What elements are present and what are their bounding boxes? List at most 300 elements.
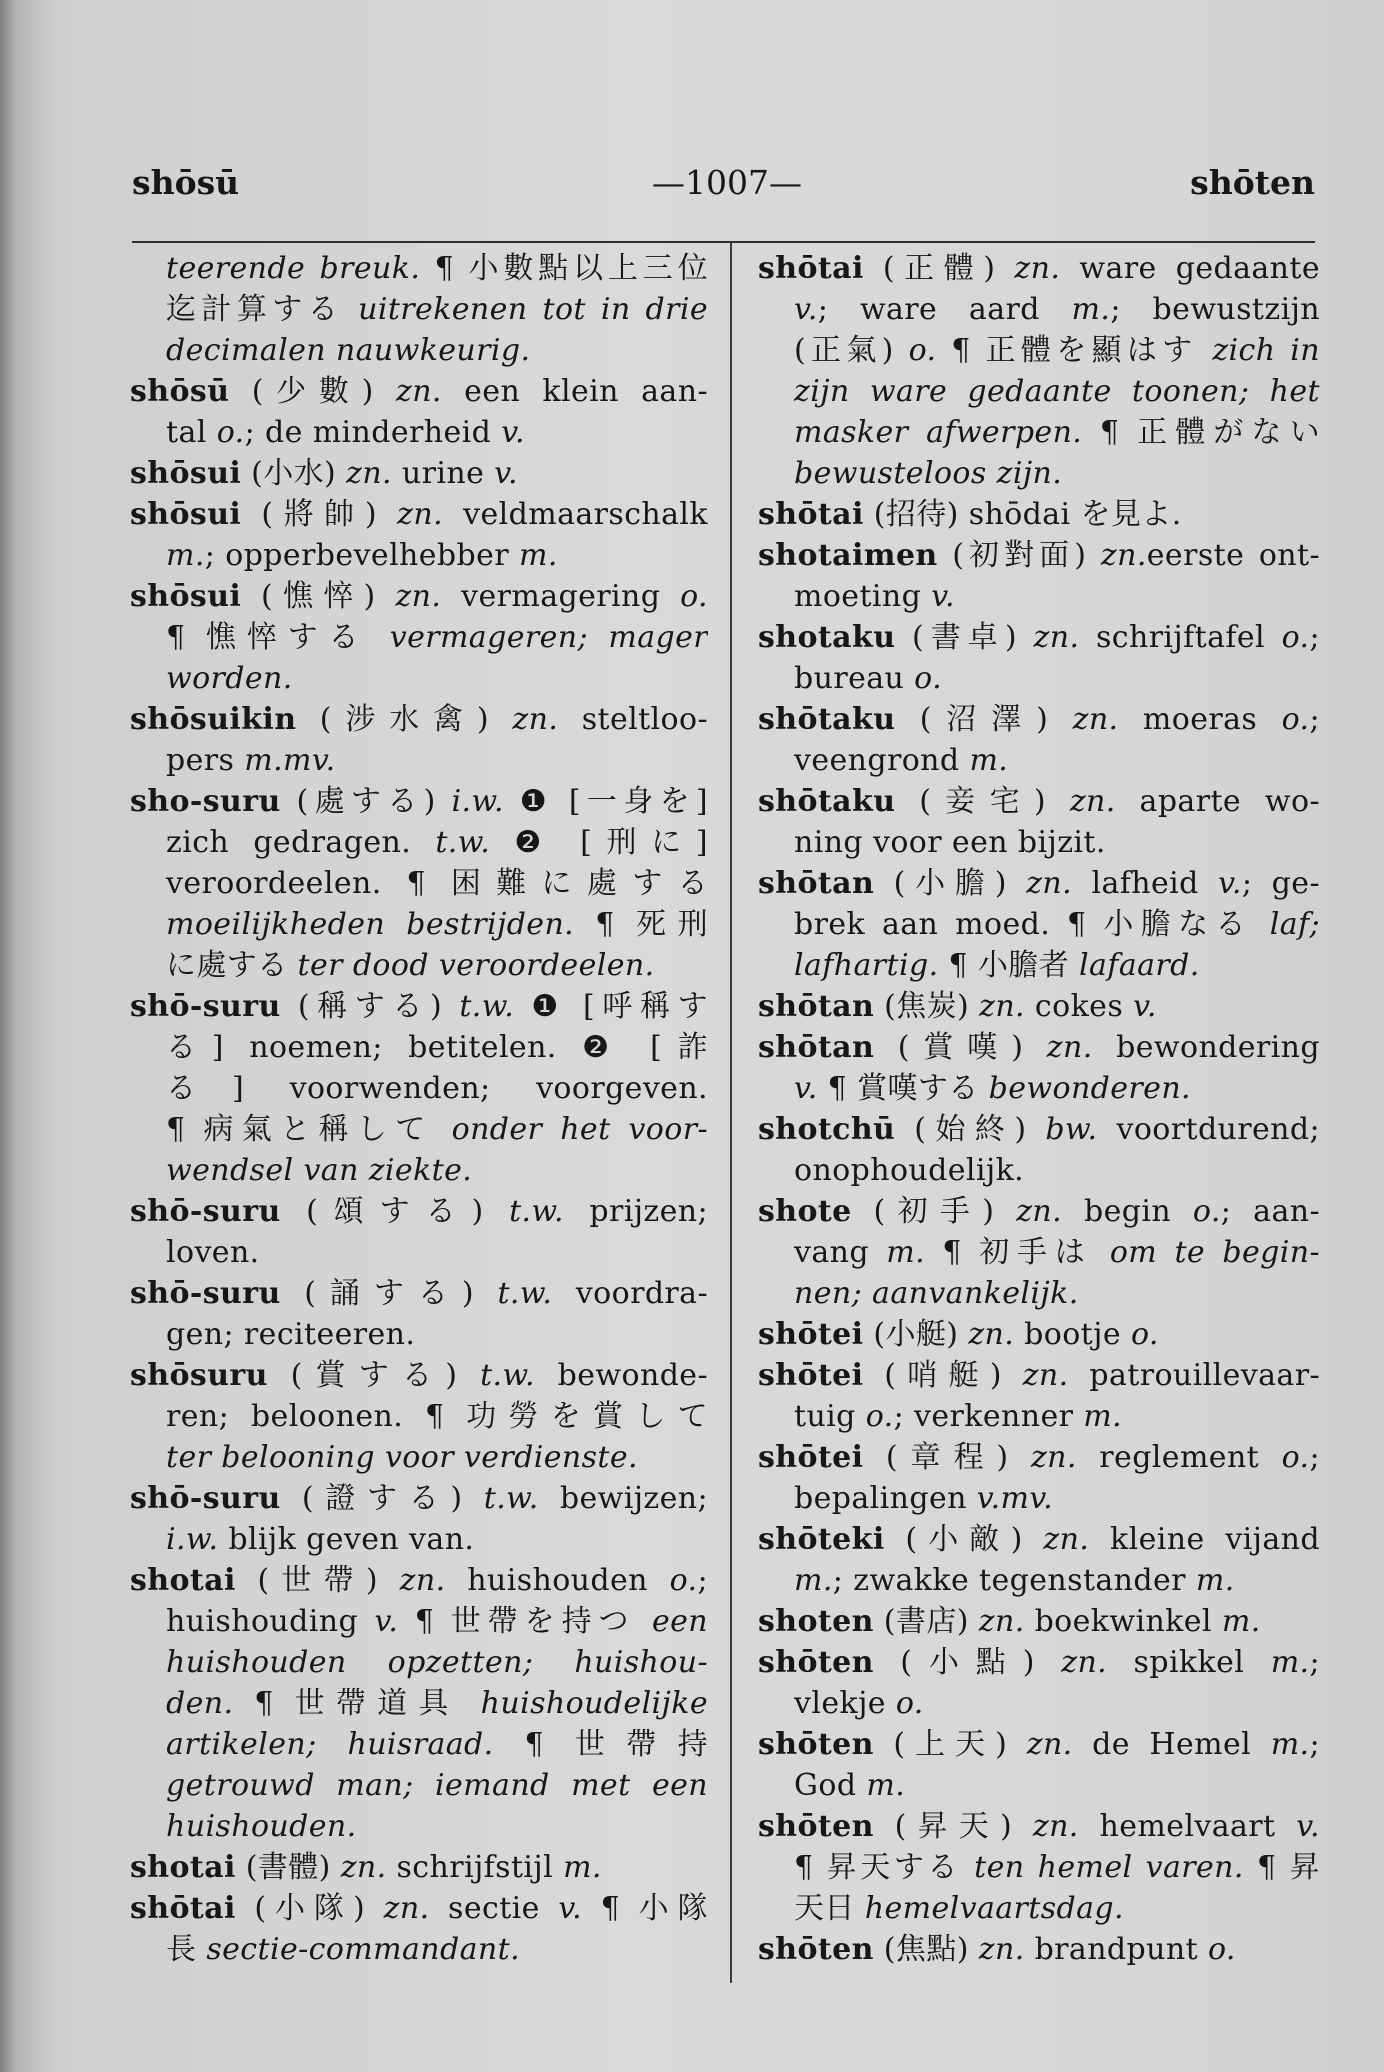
entry-line	[758, 945, 1320, 986]
dictionary-entry	[130, 699, 708, 781]
italic-text: t.w.	[509, 1194, 564, 1229]
entry-line	[130, 248, 708, 289]
entry-line	[130, 1847, 708, 1888]
italic-text: i.w.	[166, 1522, 219, 1557]
headword: shotaimen	[758, 538, 938, 573]
dictionary-entry	[130, 1478, 708, 1560]
italic-text: m.	[1221, 1604, 1261, 1639]
entry-line	[758, 1396, 1320, 1437]
italic-text: teerende breuk.	[166, 251, 421, 286]
roman-text: ¶ 憔悴する	[166, 620, 390, 655]
roman-text: ¶ 世帶道具	[233, 1686, 481, 1721]
entry-line	[758, 535, 1320, 576]
roman-text: schrijftafel	[1079, 620, 1282, 655]
dictionary-entry	[758, 1806, 1320, 1929]
italic-text: m.	[1195, 1563, 1235, 1598]
roman-text: ¶ 小數點以上三位	[420, 251, 708, 286]
roman-text: (小隊)	[235, 1891, 384, 1926]
dictionary-entry	[758, 1724, 1320, 1806]
italic-text: worden.	[166, 661, 293, 696]
italic-text: o.	[1207, 1932, 1236, 1967]
italic-text: v.	[1218, 866, 1242, 901]
dictionary-entry	[758, 535, 1320, 617]
entry-line	[130, 1929, 708, 1970]
italic-text: v.	[558, 1891, 583, 1926]
entry-line	[130, 1314, 708, 1355]
italic-text: zijn ware gedaante toonen; het	[794, 374, 1320, 409]
roman-text: hemelvaart	[1078, 1809, 1297, 1844]
headword: shote	[758, 1194, 852, 1229]
italic-text: zn.	[1061, 1645, 1108, 1680]
italic-text: een	[651, 1604, 708, 1639]
roman-text: 天日	[794, 1891, 865, 1926]
roman-text: begin	[1062, 1194, 1193, 1229]
entry-line	[130, 289, 708, 330]
entry-line	[130, 945, 708, 986]
header-rule	[132, 241, 1315, 243]
roman-text: blijk geven van.	[218, 1522, 475, 1557]
roman-text: loven.	[166, 1235, 260, 1270]
italic-text: zn.	[340, 1850, 387, 1885]
roman-text: ❷ [刑に]	[490, 825, 708, 860]
roman-text: ❶ [呼稱す	[514, 989, 708, 1024]
roman-text: prijzen;	[563, 1194, 708, 1229]
italic-text: nen; aanvankelijk.	[794, 1276, 1079, 1311]
headword: shōsui	[130, 456, 242, 491]
dictionary-entry	[758, 986, 1320, 1027]
entry-line	[758, 822, 1320, 863]
roman-text: moeras	[1118, 702, 1282, 737]
dictionary-entry	[758, 1642, 1320, 1724]
italic-text: zn.	[1022, 1358, 1069, 1393]
entry-line	[758, 1027, 1320, 1068]
running-head-right: shōten	[1190, 163, 1315, 202]
italic-text: m.	[563, 1850, 602, 1885]
roman-text: sectie	[429, 1891, 559, 1926]
roman-text: ¶ 正體を顯はす	[936, 333, 1213, 368]
entry-line	[758, 576, 1320, 617]
dictionary-entry	[758, 1314, 1320, 1355]
dictionary-entry	[758, 1601, 1320, 1642]
italic-text: hemelvaartsdag.	[864, 1891, 1124, 1926]
roman-text: steltloo-	[558, 702, 708, 737]
headword: shōten	[758, 1932, 874, 1967]
roman-text: ¶ 昇	[1243, 1850, 1320, 1885]
italic-text: m.	[1270, 1645, 1310, 1680]
italic-text: moeilijkheden bestrijden.	[166, 907, 575, 942]
headword: shōsuru	[130, 1358, 268, 1393]
entry-line	[758, 1765, 1320, 1806]
entry-line	[758, 1806, 1320, 1847]
headword: shotchū	[758, 1112, 896, 1147]
dictionary-entry	[758, 1437, 1320, 1519]
entry-line	[758, 1109, 1320, 1150]
italic-text: zn.	[1072, 702, 1119, 737]
italic-text: t.w.	[459, 989, 515, 1024]
roman-text: (沼澤)	[895, 702, 1073, 737]
roman-text: 迄計算する	[166, 292, 359, 327]
entry-line	[758, 1191, 1320, 1232]
roman-text: (正體)	[863, 251, 1015, 286]
dictionary-entry	[130, 1355, 708, 1478]
roman-text: (賞嘆)	[874, 1030, 1047, 1065]
italic-text: zn.	[1014, 251, 1061, 286]
headword: shoten	[758, 1604, 874, 1639]
roman-text: (書店)	[873, 1604, 979, 1639]
roman-text: huishouden	[445, 1563, 670, 1598]
entry-line	[758, 1929, 1320, 1970]
dictionary-entry	[130, 986, 708, 1191]
entry-line	[758, 1601, 1320, 1642]
entry-line	[130, 1068, 708, 1109]
italic-text: zn.	[395, 374, 442, 409]
roman-text: (小艇)	[863, 1317, 969, 1352]
entry-line	[758, 1478, 1320, 1519]
headword: shōtai	[130, 1891, 236, 1926]
headword: sho-suru	[130, 784, 281, 819]
roman-text: ;	[697, 1563, 708, 1598]
italic-text: ter dood veroordeelen.	[297, 948, 655, 983]
roman-text: ;	[1309, 620, 1320, 655]
italic-text: o.	[1281, 620, 1310, 655]
italic-text: getrouwd man; iemand met een	[166, 1768, 708, 1803]
dictionary-entry	[758, 1355, 1320, 1437]
roman-text: voordra-	[552, 1276, 708, 1311]
italic-text: zn.	[1026, 1727, 1073, 1762]
roman-text: (將帥)	[241, 497, 398, 532]
roman-text: (處する)	[280, 784, 452, 819]
italic-text: v.	[1133, 989, 1157, 1024]
italic-text: o.	[1192, 1194, 1221, 1229]
entry-line	[758, 904, 1320, 945]
headword: shōtei	[758, 1440, 864, 1475]
headword: shōteki	[758, 1522, 885, 1557]
roman-text: ¶ 小膽者	[938, 948, 1080, 983]
entry-line	[758, 617, 1320, 658]
entry-line	[758, 658, 1320, 699]
italic-text: zn.	[1016, 1194, 1063, 1229]
roman-text: (涉水禽)	[296, 702, 513, 737]
italic-text: zn.	[1032, 1809, 1079, 1844]
entry-line	[758, 289, 1320, 330]
roman-text: moeting	[794, 579, 932, 614]
roman-text: ¶ 昇天する	[794, 1850, 975, 1885]
entry-line	[130, 1806, 708, 1847]
roman-text: ¶ 病氣と稱して	[166, 1112, 452, 1147]
dictionary-entry	[130, 1560, 708, 1847]
italic-text: uitrekenen tot in drie	[358, 292, 708, 327]
roman-text: tal	[166, 415, 217, 450]
roman-text: (世帶)	[235, 1563, 400, 1598]
italic-text: huishouden.	[166, 1809, 357, 1844]
italic-text: v.	[794, 292, 818, 327]
headword: shōten	[758, 1809, 874, 1844]
roman-text: ❶ [一身を]	[503, 784, 708, 819]
dictionary-entry	[758, 1929, 1320, 1970]
roman-text: (少數)	[229, 374, 396, 409]
headword: shō-suru	[130, 1481, 281, 1516]
italic-text: zn.	[978, 1604, 1025, 1639]
italic-text: v.	[794, 1071, 818, 1106]
dictionary-entry	[758, 1027, 1320, 1109]
roman-text: ; bewustzijn	[1110, 292, 1320, 327]
italic-text: t.w.	[497, 1276, 553, 1311]
entry-line	[758, 1560, 1320, 1601]
roman-text: (始終)	[895, 1112, 1046, 1147]
roman-text: cokes	[1024, 989, 1134, 1024]
headword: shōtei	[758, 1317, 864, 1352]
page-number: —1007—	[652, 163, 802, 202]
headword: shōsui	[130, 579, 242, 614]
italic-text: m.	[518, 538, 558, 573]
roman-text: ¶ 死刑	[574, 907, 708, 942]
roman-text: (上天)	[873, 1727, 1027, 1762]
roman-text: God	[794, 1768, 867, 1803]
roman-text: ; ware aard	[817, 292, 1072, 327]
italic-text: o.	[1130, 1317, 1159, 1352]
entry-line	[130, 1765, 708, 1806]
dictionary-entry	[758, 1519, 1320, 1601]
roman-text: boekwinkel	[1024, 1604, 1222, 1639]
italic-text: m.	[1083, 1399, 1123, 1434]
roman-text: (章程)	[863, 1440, 1031, 1475]
roman-text: ware gedaante	[1060, 251, 1320, 286]
italic-text: artikelen; huisraad.	[166, 1727, 494, 1762]
headword: shō-suru	[130, 989, 281, 1024]
headword: shotai	[130, 1563, 236, 1598]
italic-text: ten hemel varen.	[974, 1850, 1244, 1885]
entry-line	[130, 1601, 708, 1642]
headword: shōtan	[758, 866, 875, 901]
entry-line	[758, 699, 1320, 740]
italic-text: zich in	[1212, 333, 1320, 368]
entry-line	[758, 1888, 1320, 1929]
entry-line	[130, 781, 708, 822]
entry-line	[130, 494, 708, 535]
dictionary-entry	[758, 1109, 1320, 1191]
italic-text: ter belooning voor verdienste.	[166, 1440, 638, 1475]
italic-text: m.	[1071, 292, 1111, 327]
italic-text: decimalen nauwkeurig.	[166, 333, 531, 368]
entry-line	[758, 781, 1320, 822]
dictionary-entry	[130, 781, 708, 986]
roman-text: (小水)	[241, 456, 347, 491]
italic-text: om te begin-	[1109, 1235, 1320, 1270]
italic-text: zn.	[1046, 1030, 1093, 1065]
dictionary-entry	[758, 1191, 1320, 1314]
entry-line	[758, 453, 1320, 494]
entry-line	[130, 1437, 708, 1478]
roman-text: (書體)	[235, 1850, 341, 1885]
dictionary-entry	[758, 699, 1320, 781]
right-column	[758, 248, 1320, 1970]
entry-line	[130, 1478, 708, 1519]
roman-text: ; ge-	[1241, 866, 1320, 901]
italic-text: zn.	[399, 1563, 446, 1598]
roman-text: (焦點)	[873, 1932, 979, 1967]
italic-text: sectie-commandant.	[206, 1932, 521, 1967]
roman-text: (稱する)	[280, 989, 460, 1024]
italic-text: v.	[494, 456, 518, 491]
entry-line	[758, 371, 1320, 412]
italic-text: m.	[794, 1563, 833, 1598]
roman-text: (小膽)	[874, 866, 1027, 901]
headword: shōsū	[130, 374, 230, 409]
roman-text: ¶ 世帶持	[493, 1727, 708, 1762]
entry-line	[130, 412, 708, 453]
roman-text: ;	[1309, 702, 1320, 737]
entry-line	[758, 1273, 1320, 1314]
roman-text: huishouding	[166, 1604, 375, 1639]
italic-text: v.	[1296, 1809, 1320, 1844]
roman-text: ¶ 小隊	[582, 1891, 708, 1926]
roman-text: vlekje	[794, 1686, 896, 1721]
roman-text: lafheid	[1072, 866, 1219, 901]
roman-text: bureau	[794, 661, 915, 696]
roman-text: ¶ 正體がない	[1082, 415, 1320, 450]
entry-line	[130, 1232, 708, 1273]
headword: shōtai	[758, 497, 864, 532]
column-divider	[730, 243, 732, 1983]
entry-line	[758, 248, 1320, 289]
roman-text: brandpunt	[1024, 1932, 1208, 1967]
italic-text: wendsel van ziekte.	[166, 1153, 473, 1188]
roman-text: (頌する)	[280, 1194, 510, 1229]
entry-line	[130, 1888, 708, 1929]
entry-line	[130, 1027, 708, 1068]
italic-text: m.	[1270, 1727, 1310, 1762]
roman-text: veroordeelen. ¶ 困難に處する	[166, 866, 708, 901]
italic-text: zn.	[979, 989, 1025, 1024]
italic-text: bw.	[1045, 1112, 1098, 1147]
italic-text: m.mv.	[244, 743, 336, 778]
headword: shō-suru	[130, 1276, 281, 1311]
roman-text: (誦する)	[280, 1276, 498, 1311]
italic-text: zn.	[1100, 538, 1147, 573]
entry-line	[130, 904, 708, 945]
roman-text: bewondering	[1092, 1030, 1320, 1065]
entry-line	[758, 1068, 1320, 1109]
entry-line	[758, 412, 1320, 453]
entry-line	[130, 1355, 708, 1396]
roman-text: ; verkenner	[893, 1399, 1084, 1434]
roman-text: de Hemel	[1072, 1727, 1271, 1762]
roman-text: (小敵)	[884, 1522, 1044, 1557]
roman-text: (昇天)	[873, 1809, 1033, 1844]
italic-text: m.	[166, 538, 205, 573]
entry-line	[758, 1519, 1320, 1560]
dictionary-entry	[758, 617, 1320, 699]
italic-text: zn.	[968, 1317, 1015, 1352]
italic-text: o.	[216, 415, 245, 450]
entry-line	[758, 1355, 1320, 1396]
italic-text: zn.	[1026, 866, 1073, 901]
roman-text: bewijzen;	[538, 1481, 708, 1516]
dictionary-entry	[758, 781, 1320, 863]
italic-text: zn.	[1043, 1522, 1090, 1557]
dictionary-entry	[130, 1273, 708, 1355]
roman-text: ¶ 世帶を持つ	[398, 1604, 652, 1639]
entry-line	[758, 1847, 1320, 1888]
roman-text: ¶ 賞嘆する	[817, 1071, 989, 1106]
headword: shotaku	[758, 620, 896, 655]
roman-text: tuig	[794, 1399, 866, 1434]
entry-line	[758, 740, 1320, 781]
entry-line	[130, 1519, 708, 1560]
headword: shōsui	[130, 497, 242, 532]
entry-line	[130, 1724, 708, 1765]
headword: shōtai	[758, 251, 864, 286]
italic-text: m.	[969, 743, 1009, 778]
roman-text: ; zwakke tegenstander	[832, 1563, 1196, 1598]
roman-text: (哨艇)	[863, 1358, 1023, 1393]
italic-text: o.	[908, 333, 937, 368]
running-head-left: shōsū	[132, 163, 240, 202]
roman-text: brek aan moed. ¶ 小膽なる	[794, 907, 1270, 942]
entry-line	[130, 535, 708, 576]
roman-text: aparte wo-	[1115, 784, 1320, 819]
dictionary-entry	[130, 494, 708, 576]
roman-text: に處する	[166, 948, 298, 983]
roman-text: bewonde-	[534, 1358, 708, 1393]
headword: shōtei	[758, 1358, 864, 1393]
roman-text: urine	[391, 456, 495, 491]
headword: shōtaku	[758, 784, 896, 819]
entry-line	[130, 617, 708, 658]
italic-text: zn.	[383, 1891, 430, 1926]
italic-text: o.	[1281, 1440, 1310, 1475]
roman-text: veengrond	[794, 743, 970, 778]
italic-text: o.	[914, 661, 943, 696]
italic-text: t.w.	[435, 825, 491, 860]
italic-text: t.w.	[483, 1481, 539, 1516]
entry-line	[130, 1683, 708, 1724]
dictionary-entry	[130, 1191, 708, 1273]
roman-text: zich gedragen.	[166, 825, 436, 860]
roman-text: eerste ont-	[1146, 538, 1320, 573]
roman-text: (招待) shōdai を見よ.	[863, 497, 1182, 532]
italic-text: lafhartig.	[794, 948, 939, 983]
roman-text: (初手)	[851, 1194, 1017, 1229]
entry-line	[758, 1724, 1320, 1765]
roman-text: schrijfstijl	[386, 1850, 564, 1885]
roman-text: (初對面)	[937, 538, 1101, 573]
italic-text: vermageren; mager	[389, 620, 708, 655]
entry-line	[758, 1642, 1320, 1683]
headword: shōtan	[758, 989, 875, 1024]
headword: shōten	[758, 1727, 874, 1762]
roman-text: reglement	[1076, 1440, 1282, 1475]
italic-text: bewonderen.	[988, 1071, 1191, 1106]
italic-text: v.mv.	[976, 1481, 1054, 1516]
entry-line	[130, 1150, 708, 1191]
roman-text: bootje	[1014, 1317, 1131, 1352]
left-column	[130, 248, 708, 1970]
entry-line	[758, 494, 1320, 535]
italic-text: o.	[680, 579, 708, 614]
entry-line	[130, 576, 708, 617]
headword: shotai	[130, 1850, 236, 1885]
roman-text: ;	[1309, 1645, 1320, 1680]
dictionary-entry	[130, 371, 708, 453]
roman-text: bepalingen	[794, 1481, 977, 1516]
roman-text: (書卓)	[895, 620, 1034, 655]
dictionary-entry	[130, 1888, 708, 1970]
roman-text: (證する)	[280, 1481, 484, 1516]
entry-line	[130, 740, 708, 781]
dictionary-entry	[130, 453, 708, 494]
entry-line	[130, 1109, 708, 1150]
